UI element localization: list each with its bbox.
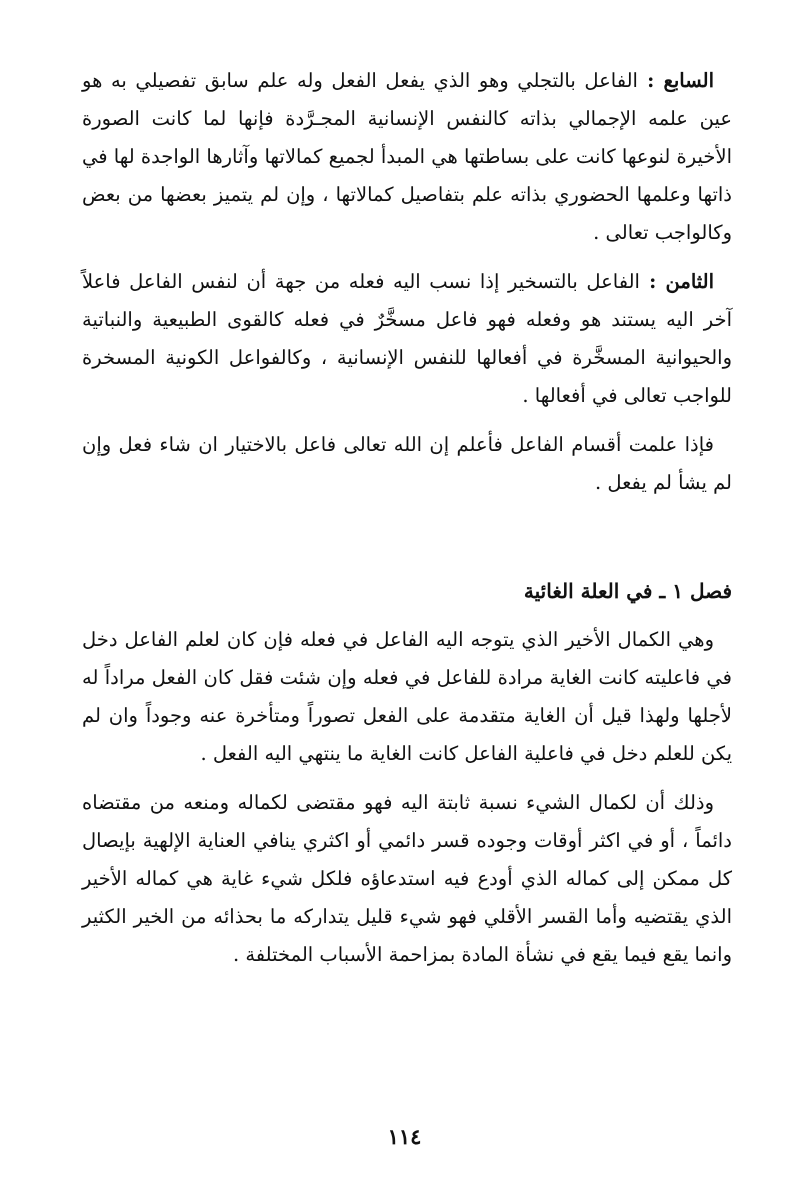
paragraph-text-conclusion: فإذا علمت أقسام الفاعل فأعلم إن الله تعالى فاعل بالاختيار ان شاء فعل وإن لم يشأ لم يفعل . — [82, 433, 732, 494]
paragraph-text-perfection: وذلك أن لكمال الشيء نسبة ثابتة اليه فهو مقتضى لكماله ومنعه من مقتضاه دائماً ، أو في اكثر أوقات وجوده قسر دائمي أو اكثري ينافي العناية الإلهية بإيصال كل ممكن إلى كماله الذي أودع فيه استدعاؤه فلكل شيء غاية هي كماله الأخير الذي يقتضيه وأما القسر الأقلي فهو شيء قليل يتداركه ما بحذائه من الخير الكثير وانما يقع فيما يقع في نشأة المادة بمزاحمة الأسباب المختلفة . — [82, 791, 732, 966]
paragraph-lead-eighth: الثامن : — [639, 270, 714, 293]
page-number: ١١٤ — [387, 1124, 422, 1149]
spacer — [82, 773, 732, 784]
paragraph-text-eighth: الفاعل بالتسخير إذا نسب اليه فعله من جهة أن لنفس الفاعل فاعلاً آخر اليه يستند هو وفعله فهو فاعل مسخَّرٌ في فعله كالقوى الطبيعية والنباتية والحيوانية المسخَّرة في أفعالها للنفس الإنسانية ، وكالفواعل الكونية المسخرة للواجب تعالى في أفعالها . — [82, 270, 732, 407]
paragraph-eighth — [82, 263, 732, 415]
page-body — [82, 62, 732, 974]
paragraph-conclusion — [82, 426, 732, 502]
spacer — [82, 415, 732, 426]
paragraph-seventh — [82, 62, 732, 252]
spacer — [82, 252, 732, 263]
paragraph-text-final-cause: وهي الكمال الأخير الذي يتوجه اليه الفاعل في فعله فإن كان لعلم الفاعل دخل في فاعليته كانت الغاية مرادة للفاعل في فعله وإن شئت فقل كان الفعل مراداً له لأجلها ولهذا قيل أن الغاية متقدمة على الفعل تصوراً ومتأخرة عنه وجوداً وان لم يكن للعلم دخل في فاعلية الفاعل كانت الغاية ما ينتهي اليه الفعل . — [82, 628, 732, 765]
section-spacer — [82, 502, 732, 572]
paragraph-text-seventh: الفاعل بالتجلي وهو الذي يفعل الفعل وله علم سابق تفصيلي به هو عين علمه الإجمالي بذاته كالنفس الإنسانية المجـرَّدة فإنها لما كانت الصورة الأخيرة لنوعها كانت على بساطتها هي المبدأ لجميع كمالاتها وآثارها الواجدة لها في ذاتها وعلمها الحضوري بذاته علم بتفاصيل كمالاتها ، وإن لم يتميز بعضها من بعض وكالواجب تعالى . — [82, 69, 732, 244]
spacer — [82, 610, 732, 621]
paragraph-perfection — [82, 784, 732, 974]
section-title: فصل ١ ـ في العلة الغائية — [523, 579, 732, 603]
paragraph-final-cause — [82, 621, 732, 773]
paragraph-lead-seventh: السابع : — [637, 69, 714, 92]
